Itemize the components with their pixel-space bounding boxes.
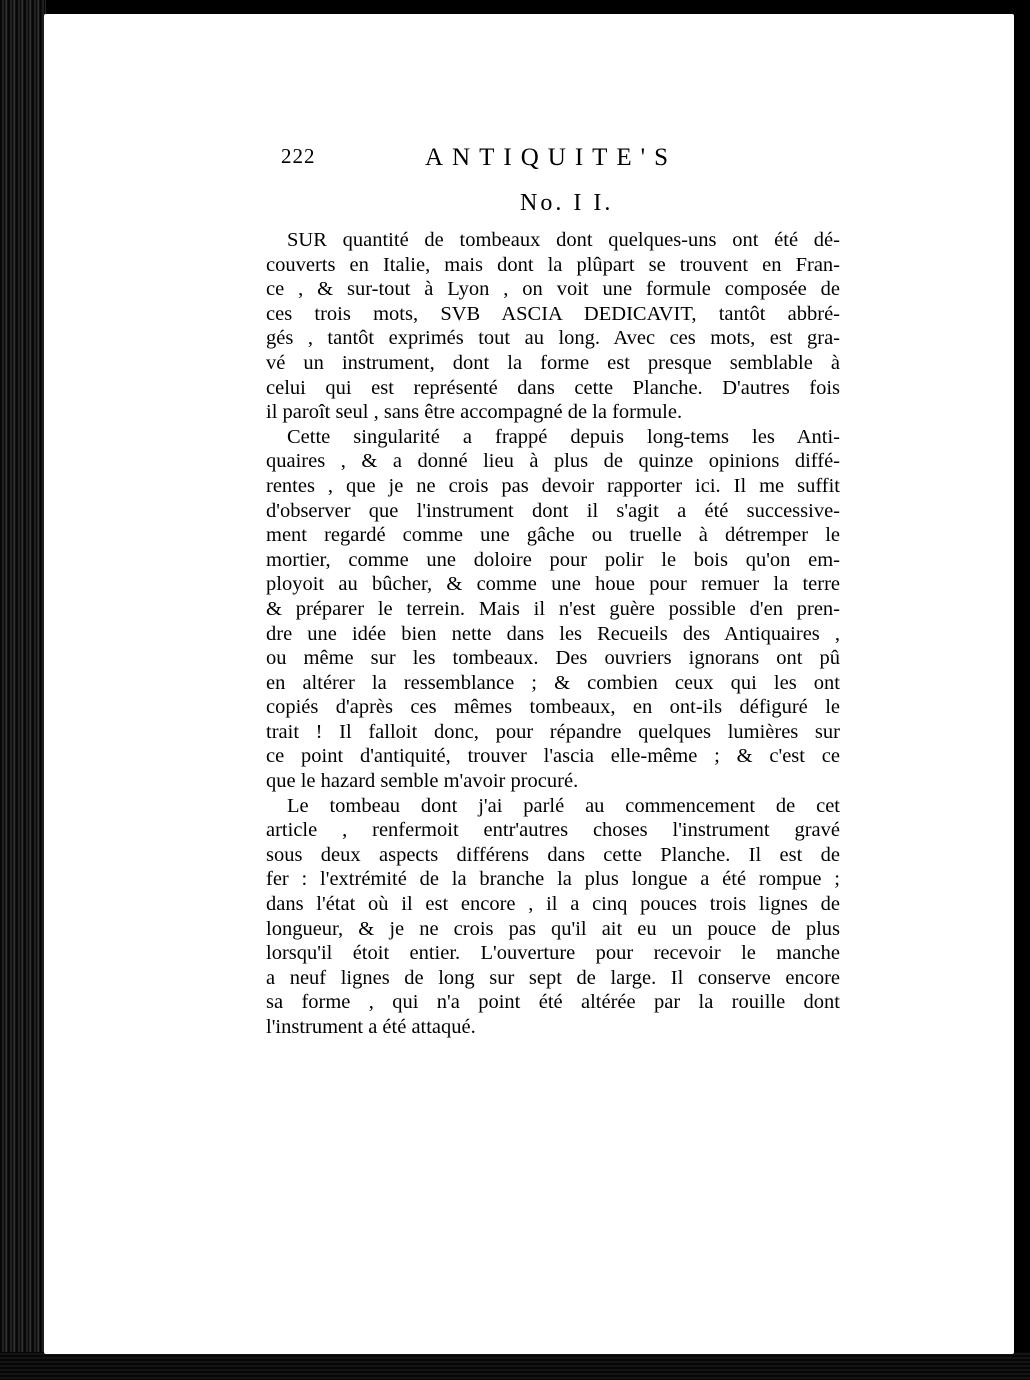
text-line: en altérer la ressemblance ; & combien ceux qui les ont	[266, 671, 840, 694]
text-line: ou même sur les tombeaux. Des ouvriers ignorans ont pû	[266, 647, 840, 670]
text-line: ce , & sur-tout à Lyon , on voit une formule composée de	[266, 278, 840, 301]
text-line: l'instrument a été attaqué.	[266, 1016, 476, 1038]
text-line: que le hazard semble m'avoir procuré.	[266, 770, 579, 793]
page-number: 222	[281, 144, 316, 168]
text-line: a neuf lignes de long sur sept de large. Il conserve encore	[266, 966, 840, 989]
text-line: rentes , que je ne crois pas devoir rapporter ici. Il me suffit	[266, 474, 840, 497]
text-line: sous deux aspects différens dans cette Planche. Il est de	[266, 843, 840, 866]
text-line: celui qui est représenté dans cette Planche. D'autres fois	[266, 376, 840, 399]
book-spine-edge	[0, 0, 46, 1380]
text-line: il paroît seul , sans être accompagné de la formule.	[266, 401, 683, 424]
running-title: ANTIQUITE'S	[425, 144, 678, 171]
section-number: No. I I.	[520, 190, 614, 216]
text-line: ce point d'antiquité, trouver l'ascia elle-même ; & c'est ce	[266, 745, 840, 768]
body-text	[266, 228, 840, 1040]
text-line: lorsqu'il étoit entier. L'ouverture pour recevoir le manche	[266, 942, 840, 965]
text-line: Cette singularité a frappé depuis long-tems les Anti-	[287, 425, 840, 448]
text-line: fer : l'extrémité de la branche la plus longue a été rompue ;	[266, 868, 840, 891]
text-line: vé un instrument, dont la forme est presque semblable à	[266, 351, 840, 374]
text-line: couverts en Italie, mais dont la plûpart se trouvent en Fran-	[266, 253, 840, 276]
scan-bottom-edge	[0, 1352, 1030, 1380]
text-line: copiés d'après ces mêmes tombeaux, en ont-ils défiguré le	[266, 696, 840, 719]
text-line: quaires , & a donné lieu à plus de quinze opinions diffé-	[266, 450, 840, 473]
text-line: d'observer que l'instrument dont il s'agit a été successive-	[266, 499, 840, 522]
text-line: mortier, comme une doloire pour polir le bois qu'on em-	[266, 548, 840, 571]
text-line: dre une idée bien nette dans les Recueils des Antiquaires ,	[266, 622, 840, 645]
text-line: SUR quantité de tombeaux dont quelques-uns ont été dé-	[287, 229, 840, 251]
text-line: ployoit au bûcher, & comme une houe pour remuer la terre	[266, 573, 840, 596]
text-line: sa forme , qui n'a point été altérée par la rouille dont	[266, 991, 840, 1014]
text-line: dans l'état où il est encore , il a cinq pouces trois lignes de	[266, 893, 840, 916]
text-line: Le tombeau dont j'ai parlé au commencement de cet	[287, 794, 840, 817]
text-line: longueur, & je ne crois pas qu'il ait eu un pouce de plus	[266, 917, 840, 940]
text-line: ces trois mots, SVB ASCIA DEDICAVIT, tantôt abbré-	[266, 302, 840, 325]
text-line: gés , tantôt exprimés tout au long. Avec ces mots, est gra-	[266, 327, 840, 350]
text-line: & préparer le terrein. Mais il n'est guère possible d'en pren-	[266, 597, 840, 620]
text-line: trait ! Il falloit donc, pour répandre quelques lumières sur	[266, 720, 840, 743]
text-line: ment regardé comme une gâche ou truelle à détremper le	[266, 524, 840, 547]
text-line: article , renfermoit entr'autres choses l'instrument gravé	[266, 819, 840, 842]
